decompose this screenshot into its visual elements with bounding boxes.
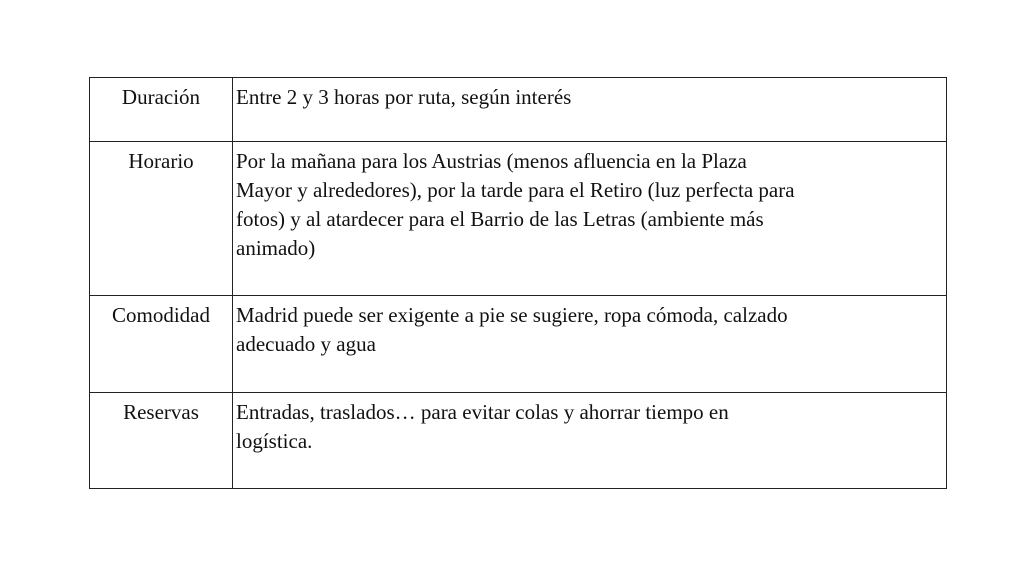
text-line: Mayor y alrededores), por la tarde para el Retiro (luz perfecta para — [236, 178, 795, 202]
row-value — [233, 393, 947, 489]
row-label: Horario — [90, 142, 233, 296]
row-label: Comodidad — [90, 296, 233, 393]
row-label: Reservas — [90, 393, 233, 489]
row-label: Duración — [90, 78, 233, 142]
row-value — [233, 78, 947, 142]
table-row — [90, 393, 947, 489]
table-row — [90, 78, 947, 142]
table-row — [90, 142, 947, 296]
text-line: fotos) y al atardecer para el Barrio de las Letras (ambiente más — [236, 207, 764, 231]
text-line: logística. — [236, 429, 313, 453]
text-line: Entradas, traslados… para evitar colas y ahorrar tiempo en — [236, 400, 729, 424]
row-value — [233, 142, 947, 296]
info-table — [89, 77, 947, 489]
table-row — [90, 296, 947, 393]
text-line: adecuado y agua — [236, 332, 376, 356]
text-line: Madrid puede ser exigente a pie se sugiere, ropa cómoda, calzado — [236, 303, 788, 327]
text-line: Entre 2 y 3 horas por ruta, según interés — [236, 85, 572, 109]
text-line: Por la mañana para los Austrias (menos afluencia en la Plaza — [236, 149, 747, 173]
row-value — [233, 296, 947, 393]
text-line: animado) — [236, 236, 316, 260]
